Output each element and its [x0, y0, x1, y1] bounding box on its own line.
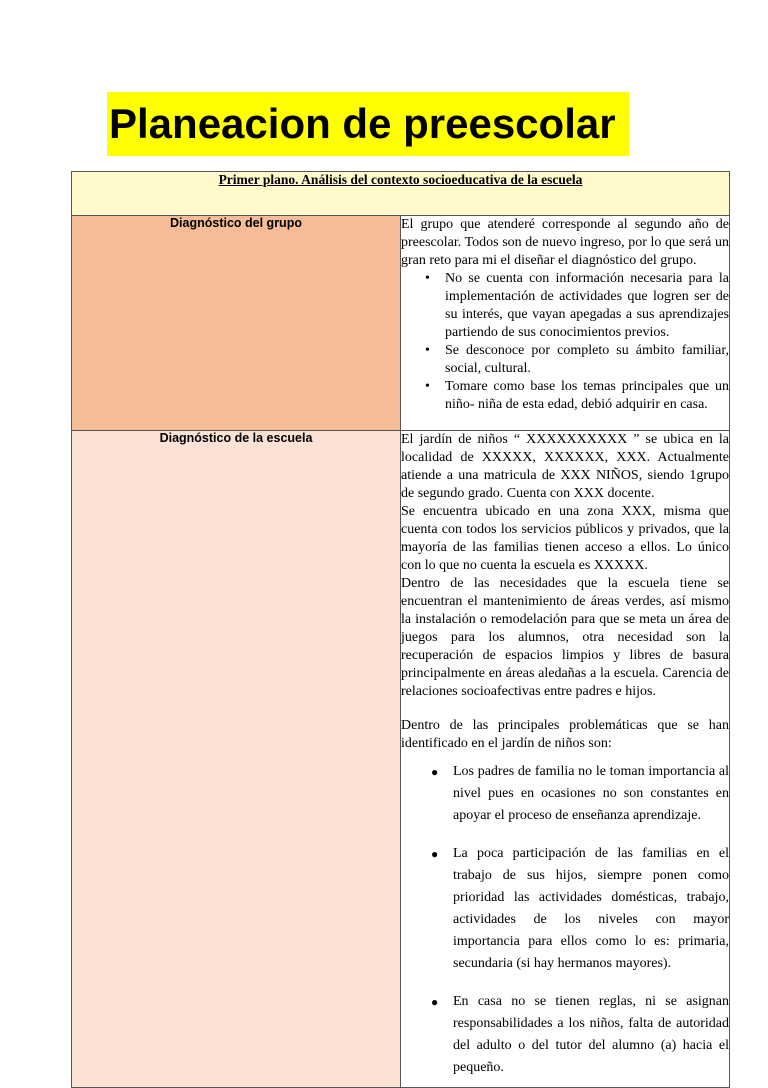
table-row-grupo — [72, 216, 730, 431]
page-title: Planeacion de preescolar — [107, 92, 629, 156]
escuela-paragraph: El jardín de niños “ XXXXXXXXXX ” se ubica en la localidad de XXXXX, XXXXXX, XXX. Actualmente atiende a una matricula de XXX NIÑOS, siendo 1grupo de segundo grado. Cuenta con XXX docente. — [401, 432, 729, 501]
row-content-escuela — [401, 431, 730, 1088]
list-item: • Tomare como base los temas principales que un niño- niña de esta edad, debió adquirir en casa. — [445, 378, 729, 414]
grupo-intro: El grupo que atenderé corresponde al segundo año de preescolar. Todos son de nuevo ingreso, por lo que será un gran reto para mi el diseñar el diagnóstico del grupo. — [401, 217, 729, 268]
escuela-paragraph: Dentro de las necesidades que la escuela tiene se encuentran el mantenimiento de áreas verdes, así mismo la instalación o remodelación para que se meta un área de juegos para los alumnos, otra necesidad son la recuperación de espacios limpios y libres de basura principalmente en áreas aledañas a la escuela. Carencia de relaciones socioafectivas entre padres e hijos. — [401, 576, 729, 699]
list-item: ● En casa no se tienen reglas, ni se asignan responsabilidades a los niños, falta de autoridad del adulto o del tutor del alumno (a) hacia el pequeño. — [453, 991, 729, 1079]
planning-table — [71, 171, 730, 1088]
row-label-grupo: Diagnóstico del grupo — [72, 216, 401, 431]
cell-bottom-spacer — [401, 1079, 729, 1087]
escuela-paragraph: Se encuentra ubicado en una zona XXX, misma que cuenta con todos los servicios públicos y privados, que la mayoría de las familias tienen acceso a ellos. Lo único con lo que no cuenta la escuela es XXXXX. — [401, 504, 729, 573]
row-content-grupo — [401, 216, 730, 431]
list-item: • Se desconoce por completo su ámbito familiar, social, cultural. — [445, 342, 729, 378]
row-label-escuela: Diagnóstico de la escuela — [72, 431, 401, 1088]
list-item: • No se cuenta con información necesaria para la implementación de actividades que logren ser de su interés, que vayan apegadas a sus aprendizajes partiendo de sus conocimientos previos. — [445, 270, 729, 342]
grupo-bullet-list — [401, 270, 729, 414]
table-row-escuela — [72, 431, 730, 1088]
problems-intro: Dentro de las principales problemáticas que se han identificado en el jardín de niños son: — [401, 718, 729, 751]
table-header-text: Primer plano. Análisis del contexto socioeducativa de la escuela — [218, 172, 583, 187]
table-header-cell — [72, 172, 730, 216]
table-header-row — [72, 172, 730, 216]
problems-list — [401, 761, 729, 1079]
list-item: ● Los padres de familia no le toman importancia al nivel pues en ocasiones no son constantes en apoyar el proceso de enseñanza aprendizaje. — [453, 761, 729, 827]
paragraph-spacer — [401, 701, 729, 717]
list-item: ● La poca participación de las familias en el trabajo de sus hijos, siempre ponen como prioridad las actividades domésticas, trabajo, actividades de los niveles con mayor importancia para ellos como lo es: primaria, secundaria (si hay hermanos mayores). — [453, 843, 729, 975]
